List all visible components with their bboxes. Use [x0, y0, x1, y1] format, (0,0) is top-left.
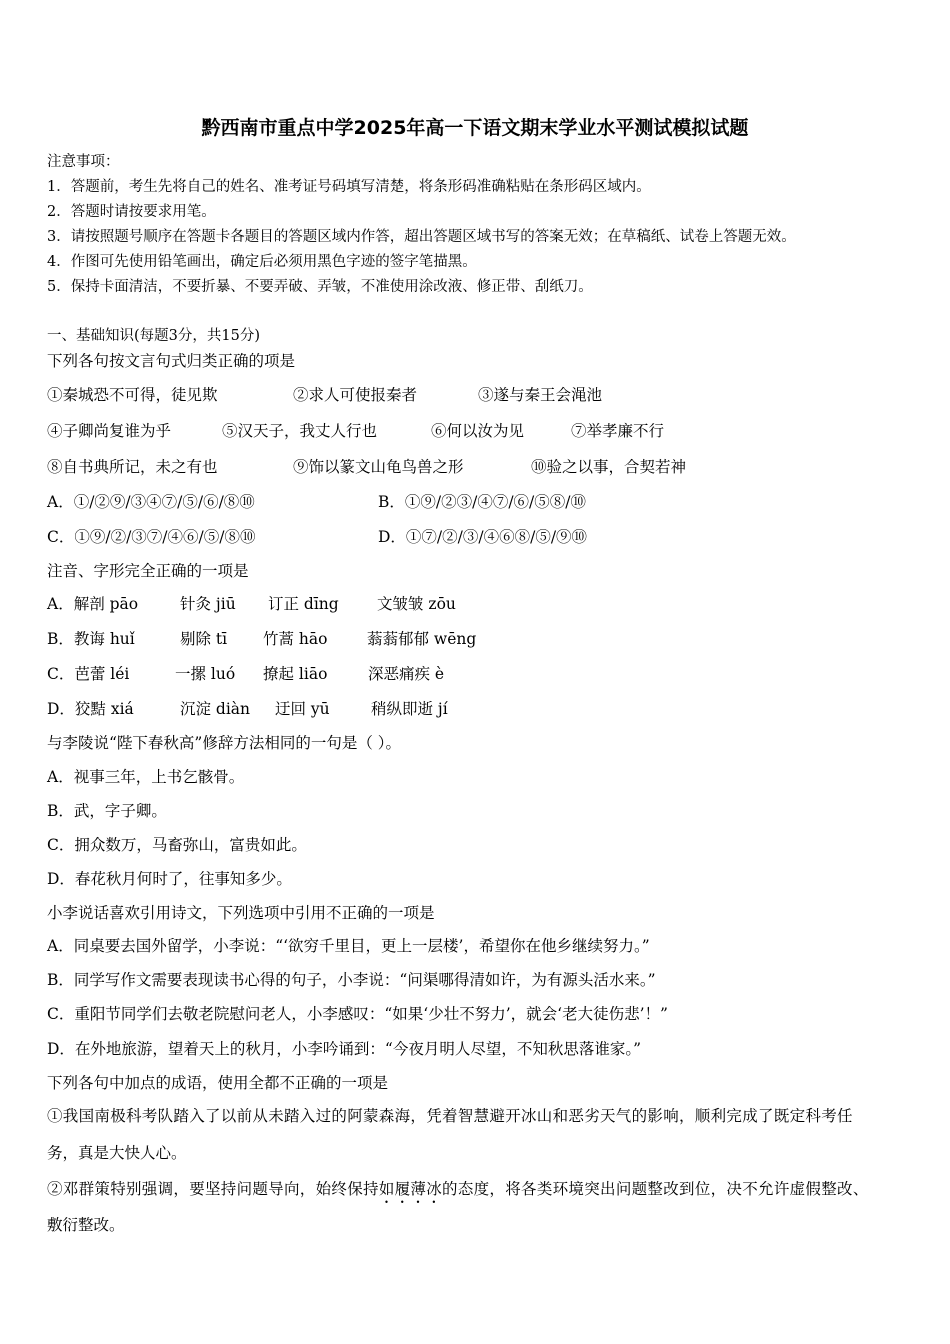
sentence-item [47, 1180, 869, 1207]
sentence-item: ⑨饰以篆文山龟鸟兽之形 [293, 458, 464, 476]
sentence-item: ③遂与秦王会渑池 [478, 386, 603, 404]
sentence-item: ⑦举孝廉不行 [571, 422, 665, 440]
option-d: D．①⑦/②/③/④⑥⑧/⑤/⑨⑩ [378, 528, 588, 546]
option-a: A．同桌要去国外留学，小李说：“‘欲穷千里目，更上一层楼’，希望你在他乡继续努力。” [47, 937, 650, 955]
word-item: 剔除 tī [180, 630, 228, 648]
sentence-item: ⑥何以汝为见 [431, 422, 525, 440]
word-item: 竹蒿 hāo [263, 630, 328, 648]
sentence-item: ⑧自书典所记，未之有也 [47, 458, 218, 476]
notice-heading: 注意事项： [47, 154, 120, 170]
question-stem: 注音、字形完全正确的一项是 [47, 562, 249, 580]
notice-item: 5．保持卡面清洁，不要折暴、不要弄破、弄皱，不准使用涂改液、修正带、刮纸刀。 [47, 279, 593, 295]
notice-item: 3．请按照题号顺序在答题卡各题目的答题区域内作答，超出答题区域书写的答案无效；在草稿纸、试卷上答题无效。 [47, 229, 796, 245]
option-b: B．武，字子卿。 [47, 802, 167, 820]
option-c: C．芭蕾 léi [47, 665, 130, 683]
option-c: C．①⑨/②/③⑦/④⑥/⑤/⑧⑩ [47, 528, 256, 546]
sentence-item: 务，真是大快人心。 [47, 1144, 187, 1162]
option-b: B．同学写作文需要表现读书心得的句子，小李说：“问渠哪得清如许，为有源头活水来。” [47, 971, 656, 989]
question-stem: 下列各句按文言句式归类正确的项是 [47, 352, 296, 370]
option-a: A．①/②⑨/③④⑦/⑤/⑥/⑧⑩ [47, 493, 255, 511]
dotted-idiom: 如履薄冰 [378, 1180, 443, 1198]
notice-item: 4．作图可先使用铅笔画出，确定后必须用黑色字迹的签字笔描黑。 [47, 254, 477, 270]
word-item: 针灸 jiū [180, 595, 236, 613]
notice-item: 2．答题时请按要求用笔。 [47, 204, 216, 220]
sentence-item: ①我国南极科考队踏入了以前从未踏入过的阿蒙森海，凭着智慧避开冰山和恶劣天气的影响，顺利完成了既定科考任 [47, 1107, 853, 1125]
word-item: 文皱皱 zōu [377, 595, 456, 613]
notice-item: 1．答题前，考生先将自己的姓名、准考证号码填写清楚，将条形码准确粘贴在条形码区域内。 [47, 179, 651, 195]
word-item: 沉淀 diàn [180, 700, 251, 718]
option-d: D．狡黠 xiá [47, 700, 134, 718]
option-a: A．视事三年，上书乞骸骨。 [47, 768, 245, 786]
sentence-text: ②邓群策特别强调，要坚持问题导向，始终保持 [47, 1180, 379, 1198]
word-item: 一摞 luó [175, 665, 236, 683]
sentence-item: ④子卿尚复谁为乎 [47, 422, 172, 440]
word-item: 蓊蓊郁郁 wēng [367, 630, 477, 648]
sentence-item: ②求人可使报秦者 [293, 386, 418, 404]
section-heading: 一、基础知识(每题3分，共15分) [47, 328, 260, 344]
sentence-item: ①秦城恐不可得，徒见欺 [47, 386, 218, 404]
word-item: 订正 dīng [268, 595, 339, 613]
question-stem: 下列各句中加点的成语，使用全都不正确的一项是 [47, 1074, 389, 1092]
word-item: 迂回 yū [275, 700, 330, 718]
option-d: D．在外地旅游，望着天上的秋月，小李吟诵到：“今夜月明人尽望，不知秋思落谁家。” [47, 1040, 642, 1058]
option-c: C．拥众数万，马畜弥山，富贵如此。 [47, 836, 307, 854]
word-item: 撩起 liāo [263, 665, 328, 683]
sentence-item: ⑩验之以事，合契若神 [531, 458, 687, 476]
option-a: A．解剖 pāo [47, 595, 139, 613]
option-d: D．春花秋月何时了，往事知多少。 [47, 870, 292, 888]
option-c: C．重阳节同学们去敬老院慰问老人，小李感叹：“如果‘少壮不努力’，就会‘老大徒伤悲’！” [47, 1005, 668, 1023]
sentence-text: 的态度，将各类环境突出问题整改到位，决不允许虚假整改、 [442, 1180, 869, 1198]
word-item: 稍纵即逝 jí [371, 700, 448, 718]
option-b: B．教诲 huǐ [47, 630, 135, 648]
question-stem: 小李说话喜欢引用诗文，下列选项中引用不正确的一项是 [47, 904, 435, 922]
option-b: B．①⑨/②③/④⑦/⑥/⑤⑧/⑩ [378, 493, 587, 511]
question-stem: 与李陵说“陛下春秋高”修辞方法相同的一句是（ ）。 [47, 734, 402, 752]
sentence-item: 敷衍整改。 [47, 1216, 125, 1234]
page-title: 黔西南市重点中学2025年高一下语文期末学业水平测试模拟试题 [201, 117, 749, 139]
sentence-item: ⑤汉天子，我丈人行也 [222, 422, 378, 440]
word-item: 深恶痛疾 è [368, 665, 445, 683]
